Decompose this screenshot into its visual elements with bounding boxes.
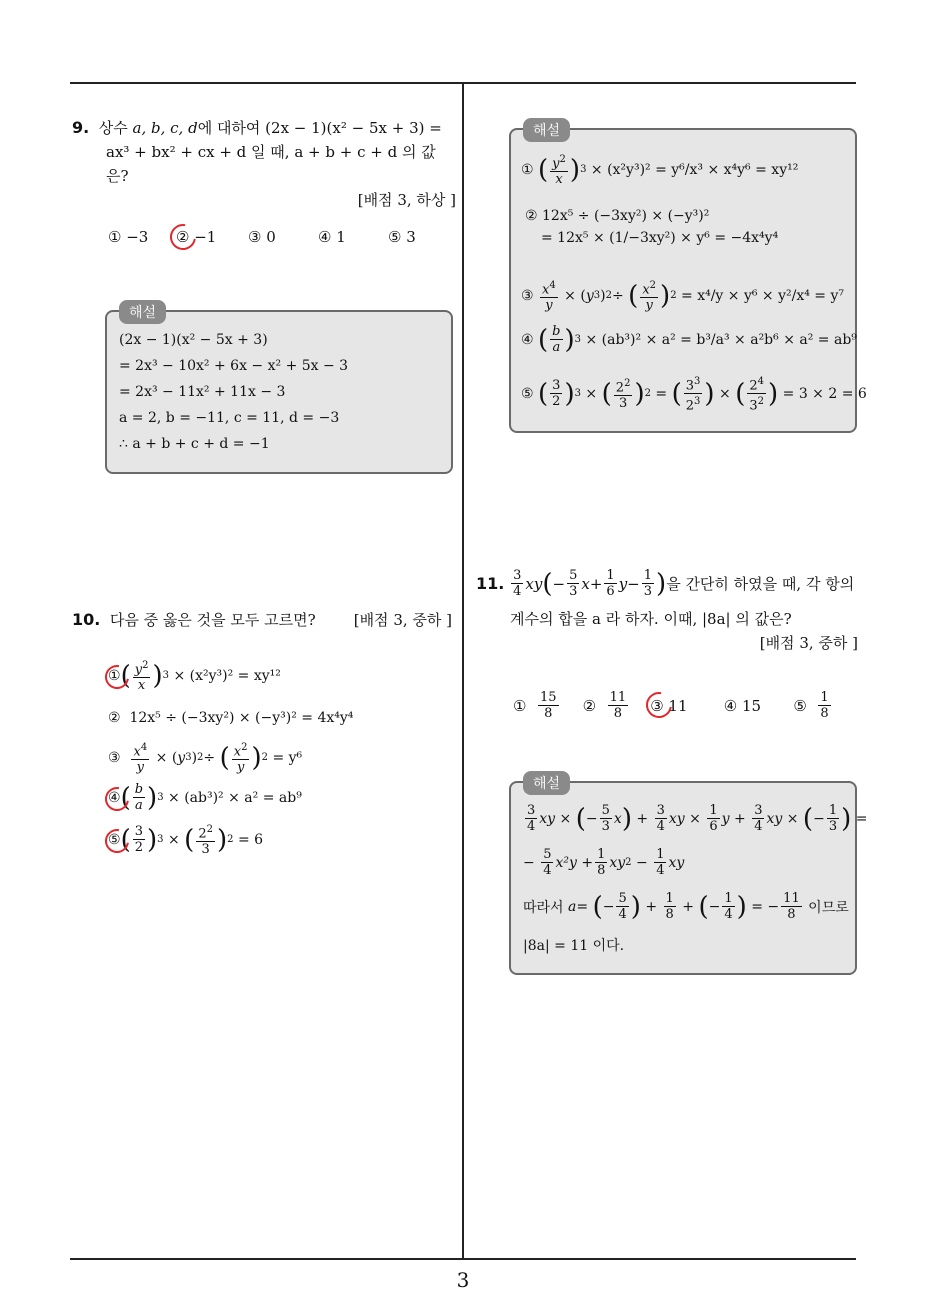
q10-item-3[interactable]: ③ $\frac{x^4}{y}$ × ( y 3 ) 2 ÷ ( $\frac{x^2}{y}$ ) 2 = y⁶	[108, 742, 303, 776]
question-10: 10. 다음 중 옳은 것을 모두 고르면? [배점 3, 중하 ]	[72, 608, 452, 632]
sol-line-3: 따라서 a = ( − $\frac{5}{4}$ ) + $\frac{1}{8}$ + ( − $\frac{1}{4}$ ) = − $\frac{11}{8}$ 이므로	[523, 891, 849, 922]
sol-line-2a: ② 12x⁵ ÷ (−3xy²) × (−y³)²	[525, 208, 710, 224]
q11-solution-box	[509, 776, 868, 975]
solution-tag: 해설	[523, 118, 570, 142]
question-number: 10.	[72, 610, 101, 629]
question-11: 11. $\frac{3}{4}$ xy ( − $\frac{5}{3}$ x + $\frac{1}{6}$ y − $\frac{1}{3}$ ) 을 간단히 하였을 때, 각 항의 계수의 합을 a 라 하자. 이때, |8a| 의 값은? [배점 3, 중하 ]	[476, 568, 858, 655]
choice-4[interactable]: ④ 1	[318, 228, 346, 246]
bottom-rule	[70, 1258, 856, 1260]
sol-line-5: ⑤ ( $\frac{3}{2}$ ) 3 × ( $\frac{2^2}{3}$ ) 2 = ( $\frac{3^3}{2^3}$ ) × ( $\frac{2^4}{3^2}$ ) = 3 × 2 = 6	[521, 376, 867, 414]
solution-tag: 해설	[523, 771, 570, 795]
score-meta: [배점 3, 하상 ]	[357, 191, 456, 209]
q9-solution-box: 해설 (2x − 1)(x² − 5x + 3) = 2x³ − 10x² + 6x − x² + 5x − 3 = 2x³ − 11x² + 11x − 3 a = 2, b = −11, c = 11, d = −3 ∴ a + b + c + d = −1	[105, 310, 453, 474]
question-number: 9.	[72, 118, 90, 137]
choice-2[interactable]: ② −1	[176, 228, 248, 246]
choice-1[interactable]: ① −3	[108, 228, 149, 246]
sol-line-2: − $\frac{5}{4}$ x²y + $\frac{1}{8}$ xy 2 − $\frac{1}{4}$ xy	[523, 847, 685, 878]
sol-line-2b: = 12x⁵ × (1/−3xy²) × y⁶ = −4x⁴y⁴	[541, 230, 779, 246]
page-number: 3	[456, 1268, 470, 1292]
q11-choices	[513, 690, 853, 721]
choice-1[interactable]: ① $\frac{15}{8}$	[513, 690, 557, 721]
question-9: 9. 상수 a, b, c, d에 대하여 (2x − 1)(x² − 5x + 3) = ax³ + bx² + cx + d 일 때, a + b + c + d 의 값은? [배점 3, 하상 ]	[72, 116, 456, 212]
choice-2[interactable]: ② $\frac{11}{8}$	[582, 690, 627, 721]
sol-line-1: ① ( $\frac{y^2}{x}$ ) 3 × (x²y³)² = y⁶/x³ × x⁴y⁶ = xy¹²	[521, 154, 799, 188]
choice-3[interactable]: ③ 11	[650, 697, 724, 715]
q9-choices	[108, 228, 448, 246]
question-number: 11.	[476, 573, 505, 593]
choice-4[interactable]: ④ 15	[723, 696, 762, 715]
column-divider	[462, 84, 464, 1259]
solution-tag: 해설	[119, 300, 166, 324]
score-meta: [배점 3, 중하 ]	[353, 611, 452, 629]
choice-5[interactable]: ⑤ $\frac{1}{8}$	[793, 690, 829, 721]
score-meta: [배점 3, 중하 ]	[759, 634, 858, 652]
choice-5[interactable]: ⑤ 3	[388, 228, 416, 246]
sol-line-4: |8a| = 11 이다.	[523, 938, 625, 954]
q10-solution-box	[509, 123, 867, 433]
sol-line-4: ④ ( $\frac{b}{a}$ ) 3 × (ab³)² × a² = b³/a³ × a²b⁶ × a² = ab⁹	[521, 324, 857, 355]
sol-line-3: ③ $\frac{x^4}{y}$ × ( y 3 ) 2 ÷ ( $\frac{x^2}{y}$ ) 2 = x⁴/y × y⁶ × y²/x⁴ = y⁷	[521, 280, 845, 314]
q10-item-2[interactable]: ② 12x⁵ ÷ (−3xy²) × (−y³)² = 4x⁴y⁴	[108, 710, 354, 726]
q10-item-4[interactable]: ④ ( $\frac{b}{a}$ ) 3 × (ab³)² × a² = ab⁹	[108, 782, 302, 813]
choice-3[interactable]: ③ 0	[248, 228, 276, 246]
sol-line-1: $\frac{3}{4}$ xy × ( − $\frac{5}{3}$ x ) + $\frac{3}{4}$ xy × $\frac{1}{6}$ y + $\frac{3}{4}$ xy × ( − $\frac{1}{3}$ ) =	[527, 803, 868, 834]
q10-item-1[interactable]: ① ( $\frac{y^2}{x}$ ) 3 × (x²y³)² = xy¹²	[108, 658, 281, 693]
q10-item-5[interactable]: ⑤ ( $\frac{3}{2}$ ) 3 × ( $\frac{2^2}{3}$ ) 2 = 6	[108, 822, 263, 857]
answer-circle	[165, 219, 201, 255]
